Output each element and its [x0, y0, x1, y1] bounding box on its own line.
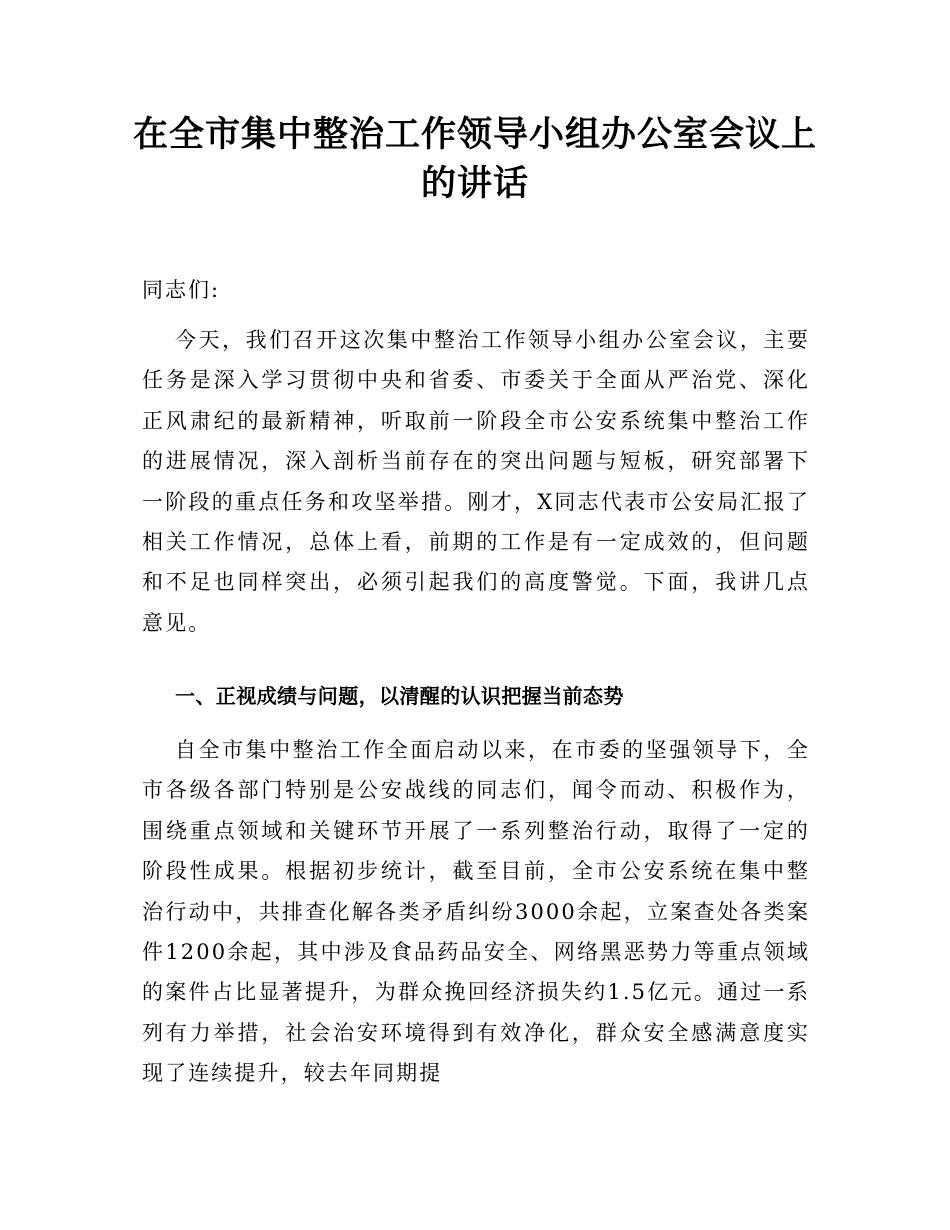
section-heading-1: 一、正视成绩与问题，以清醒的认识把握当前态势 — [175, 684, 624, 708]
greeting: 同志们: — [142, 278, 221, 302]
paragraph-section-1: 自全市集中整治工作全面启动以来，在市委的坚强领导下，全市各级各部门特别是公安战线的同志们，闻令而动、积极作为，围绕重点领域和关键环节开展了一系列整治行动，取得了一定的阶段性成果。根据初步统计，截至目前，全市公安系统在集中整治行动中，共排查化解各类矛盾纠纷3000余起，立案查处各类案件1200余起，其中涉及食品药品安全、网络黑恶势力等重点领域的案件占比显著提升，为群众挽回经济损失约1.5亿元。通过一系列有力举措，社会治安环境得到有效净化，群众安全感满意度实现了连续提升，较去年同期提 — [142, 738, 810, 1086]
paragraph-intro: 今天，我们召开这次集中整治工作领导小组办公室会议，主要任务是深入学习贯彻中央和省委、市委关于全面从严治党、深化正风肃纪的最新精神，听取前一阶段全市公安系统集中整治工作的进展情况，深入剖析当前存在的突出问题与短板，研究部署下一阶段的重点任务和攻坚举措。刚才，X同志代表市公安局汇报了相关工作情况，总体上看，前期的工作是有一定成效的，但问题和不足也同样突出，必须引起我们的高度警觉。下面，我讲几点意见。 — [142, 328, 810, 635]
document-title: 在全市集中整治工作领导小组办公室会议上的讲话 — [132, 114, 817, 204]
